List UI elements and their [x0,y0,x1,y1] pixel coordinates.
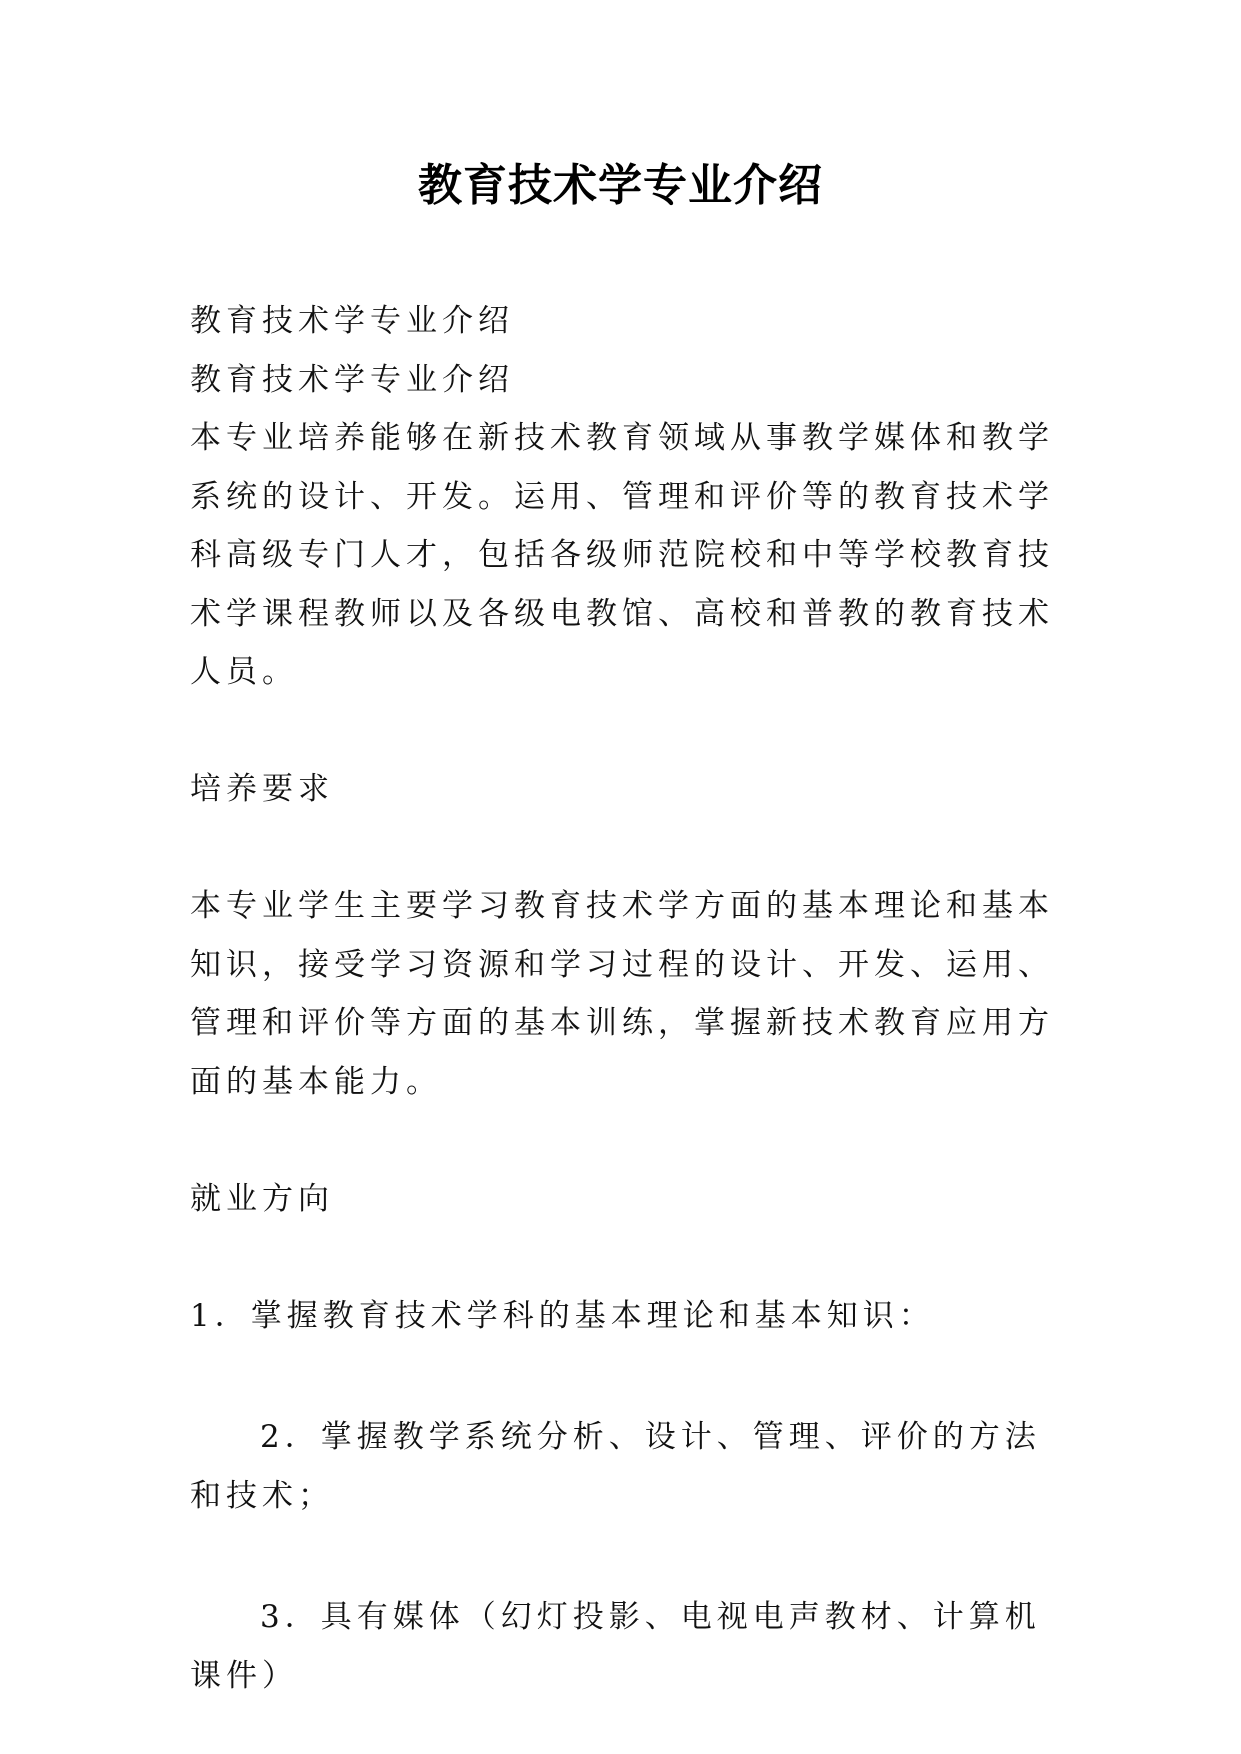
document-body [190,292,1060,1705]
list-item-2: 2．掌握教学系统分析、设计、管理、评价的方法和技术； [190,1419,1041,1514]
paragraph-subtitle-2: 教育技术学专业介绍 [190,361,514,398]
list-item-3: 3．具有媒体（幻灯投影、电视电声教材、计算机课件） [190,1599,1041,1694]
paragraph-subtitle-1: 教育技术学专业介绍 [190,303,514,339]
document-title: 教育技术学专业介绍 [418,160,823,211]
section-heading-employment: 就业方向 [190,1180,334,1217]
paragraph-requirements: 本专业学生主要学习教育技术学方面的基本理论和基本知识，接受学习资源和学习过程的设计、开发、运用、管理和评价等方面的基本训练，掌握新技术教育应用方面的基本能力。 [190,888,1054,1100]
paragraph-intro: 本专业培养能够在新技术教育领域从事教学媒体和教学系统的设计、开发。运用、管理和评价等的教育技术学科高级专门人才，包括各级师范院校和中等学校教育技术学课程教师以及各级电教馆、高校和普教的教育技术人员。 [190,420,1054,690]
section-heading-requirements: 培养要求 [190,771,334,807]
list-item-1: 1．掌握教育技术学科的基本理论和基本知识： [190,1297,935,1334]
